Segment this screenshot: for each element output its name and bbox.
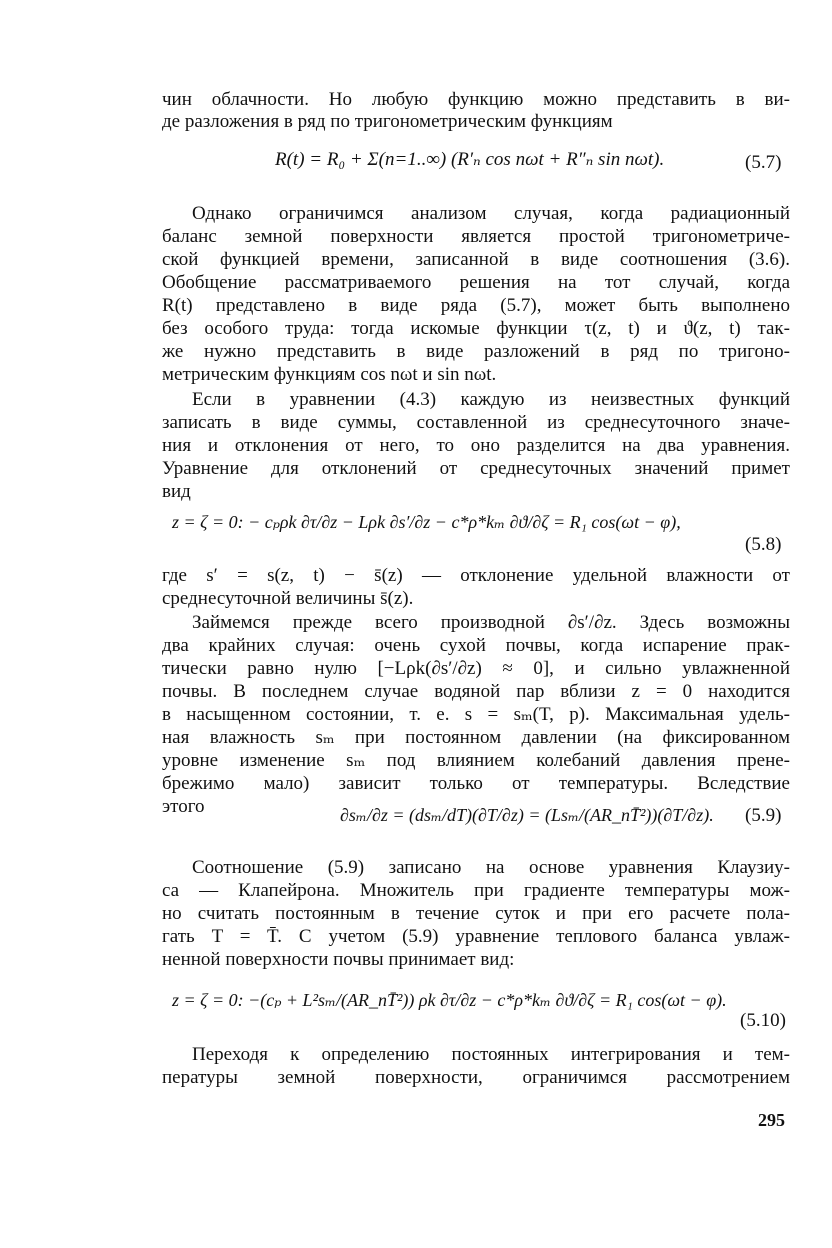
equation-5-8: z = ζ = 0: − cₚρk ∂τ/∂z − Lρk ∂s′/∂z − c*ρ*kₘ ∂ϑ/∂ζ = R₁ cos(ωt − φ), [172,512,681,532]
equation-5-7: R(t) = R₀ + Σ(n=1..∞) (R′ₙ cos nωt + R″ₙ sin nωt). [275,149,665,170]
text-line: среднесуточной величины s̄(z). [162,588,414,609]
text-line: брежимо мало) зависит только от температуры. Вследствие [162,773,790,794]
text-line: же нужно представить в виде разложений в ряд по тригоно- [162,341,790,362]
text-line: ная влажность sₘ при постоянном давлении (на фиксированном [162,727,790,748]
text-line: Уравнение для отклонений от среднесуточных значений примет [162,458,790,479]
text-line: записать в виде суммы, составленной из среднесуточного значе- [162,412,790,433]
text-line: два крайних случая: очень сухой почвы, когда испарение прак- [162,635,790,656]
text-line: почвы. В последнем случае водяной пар вблизи z = 0 находится [162,681,790,702]
text-line: Обобщение рассматриваемого решения на тот случай, когда [162,272,790,293]
text-line: пературы земной поверхности, ограничимся рассмотрением [162,1067,790,1088]
text-line: чин облачности. Но любую функцию можно представить в ви- [162,89,790,110]
text-line: Однако ограничимся анализом случая, когда радиационный [192,203,790,224]
text-line: ненной поверхности почвы принимает вид: [162,949,515,970]
text-line: баланс земной поверхности является простой тригонометриче- [162,226,790,247]
text-line: Переходя к определению постоянных интегрирования и тем- [192,1044,790,1065]
text-line: де разложения в ряд по тригонометрическим функциям [162,111,613,132]
text-line: тически равно нулю [−Lρk(∂s′/∂z) ≈ 0], и сильно увлажненной [162,658,790,679]
text-line: где s′ = s(z, t) − s̄(z) — отклонение удельной влажности от [162,565,790,586]
text-line: ния и отклонения от него, то оно разделится на два уравнения. [162,435,790,456]
text-line: R(t) представлено в виде ряда (5.7), может быть выполнено [162,295,790,316]
text-line: но считать постоянным в течение суток и при его расчете пола- [162,903,790,924]
text-line: в насыщенном состоянии, т. е. s = sₘ(T, p). Максимальная удель- [162,704,790,725]
text-line: ской функцией времени, записанной в виде соотношения (3.6). [162,249,790,270]
text-line: вид [162,481,191,502]
text-line: Соотношение (5.9) записано на основе уравнения Клаузиу- [192,857,790,878]
text-line: этого [162,796,205,817]
equation-number: (5.7) [745,152,782,173]
equation-number: (5.10) [740,1010,786,1031]
page-number: 295 [758,1110,785,1130]
text-line: уровне изменение sₘ под влиянием колебаний давления прене- [162,750,790,771]
equation-number: (5.8) [745,534,782,555]
text-line: метрическим функциям cos nωt и sin nωt. [162,364,497,385]
text-line: без особого труда: тогда искомые функции τ(z, t) и ϑ(z, t) так- [162,318,790,339]
equation-5-10: z = ζ = 0: −(cₚ + L²sₘ/(AR_nT̄²)) ρk ∂τ/∂z − c*ρ*kₘ ∂ϑ/∂ζ = R₁ cos(ωt − φ). [172,990,727,1010]
text-line: Займемся прежде всего производной ∂s′/∂z. Здесь возможны [192,612,790,633]
text-line: са — Клапейрона. Множитель при градиенте температуры мож- [162,880,790,901]
equation-5-9: ∂sₘ/∂z = (dsₘ/dT)(∂T/∂z) = (Lsₘ/(AR_nT̄²))(∂T/∂z). [340,805,714,825]
equation-number: (5.9) [745,805,782,826]
text-line: гать T = T̄. С учетом (5.9) уравнение теплового баланса увлаж- [162,926,790,947]
text-line: Если в уравнении (4.3) каждую из неизвестных функций [192,389,790,410]
